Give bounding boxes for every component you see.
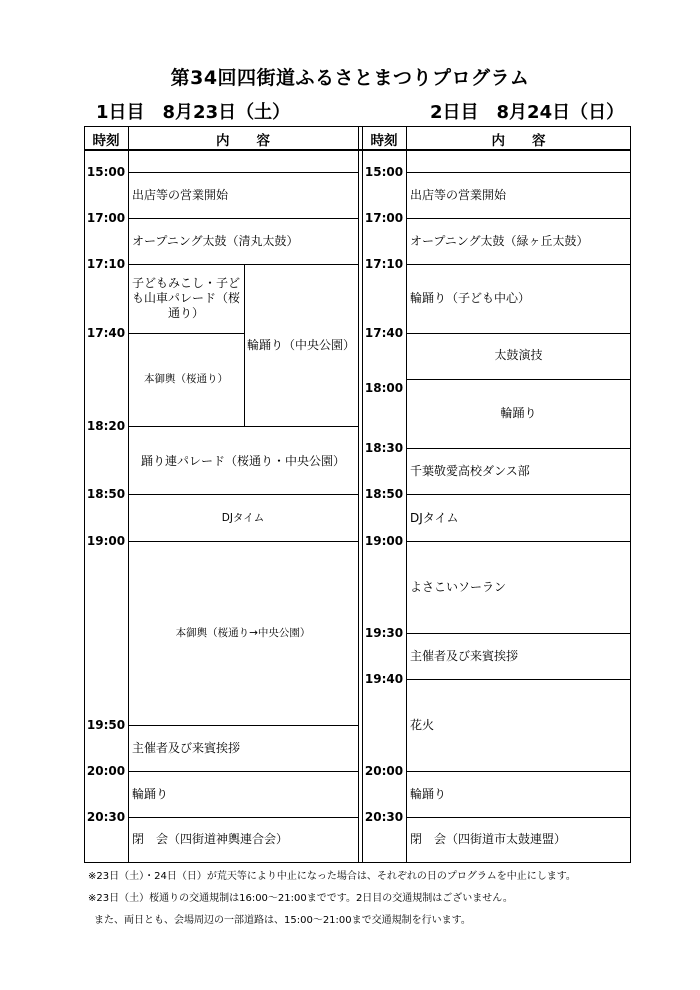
divider bbox=[128, 494, 358, 495]
divider bbox=[406, 379, 631, 380]
divider bbox=[406, 218, 631, 219]
day1-event: 主催者及び来賓挨拶 bbox=[132, 741, 241, 755]
day2-event: オープニング太鼓（緑ヶ丘太鼓） bbox=[410, 234, 589, 248]
day1-time: 19:50 bbox=[86, 718, 126, 732]
day1-event: 子どもみこし・子ども山車パレード（桜通り） bbox=[131, 276, 240, 320]
day1-time: 18:50 bbox=[86, 487, 126, 501]
divider bbox=[406, 494, 631, 495]
day1-event: 踊り連パレード（桜通り・中央公園） bbox=[140, 454, 345, 468]
day1-time: 17:00 bbox=[86, 211, 126, 225]
day1-event: 本御輿（桜通り→中央公園） bbox=[175, 627, 311, 639]
divider bbox=[406, 541, 631, 542]
day1-event: オープニング太鼓（清丸太鼓） bbox=[132, 234, 299, 248]
footnote: ※23日（土）・24日（日）が荒天等により中止になった場合は、それぞれの日のプログラムを中止にします。 bbox=[88, 871, 576, 882]
day2-event: 太鼓演技 bbox=[494, 348, 543, 362]
divider bbox=[406, 264, 631, 265]
day2-time: 18:00 bbox=[364, 381, 404, 395]
day2-time: 19:40 bbox=[364, 672, 404, 686]
day1-time-header: 時刻 bbox=[92, 133, 120, 149]
day1-time: 19:00 bbox=[86, 534, 126, 548]
day2-event: 千葉敬愛高校ダンス部 bbox=[410, 464, 530, 478]
divider bbox=[128, 172, 358, 173]
day2-heading: 2日目 8月24日（日） bbox=[430, 102, 625, 123]
divider bbox=[128, 771, 358, 772]
divider bbox=[406, 448, 631, 449]
divider bbox=[128, 541, 358, 542]
day1-time: 17:10 bbox=[86, 257, 126, 271]
divider bbox=[128, 218, 358, 219]
day2-event: DJタイム bbox=[410, 511, 459, 525]
divider bbox=[128, 817, 358, 818]
day2-time: 18:30 bbox=[364, 441, 404, 455]
footnote: また、両日とも、会場周辺の一部道路は、15:00～21:00まで交通規制を行います。 bbox=[94, 915, 471, 926]
divider bbox=[406, 172, 631, 173]
day2-time: 19:30 bbox=[364, 626, 404, 640]
day2-event: 輪踊り（子ども中心） bbox=[410, 291, 531, 305]
day1-event: 出店等の営業開始 bbox=[132, 188, 229, 202]
day2-time: 18:50 bbox=[364, 487, 404, 501]
day2-event: よさこいソーラン bbox=[410, 580, 507, 594]
day2-time: 20:00 bbox=[364, 764, 404, 778]
divider bbox=[406, 771, 631, 772]
day2-time: 15:00 bbox=[364, 165, 404, 179]
day1-heading: 1日目 8月23日（土） bbox=[96, 102, 291, 123]
day1-time: 15:00 bbox=[86, 165, 126, 179]
day1-event: 本御輿（桜通り） bbox=[144, 373, 228, 385]
divider bbox=[128, 333, 244, 334]
day1-event: 閉 会（四街道神輿連合会） bbox=[132, 832, 289, 846]
day2-event: 閉 会（四街道市太鼓連盟） bbox=[410, 832, 567, 846]
footnote: ※23日（土）桜通りの交通規制は16:00～21:00までです。2日目の交通規制はございません。 bbox=[88, 893, 513, 904]
day2-time: 20:30 bbox=[364, 810, 404, 824]
day2-event: 出店等の営業開始 bbox=[410, 188, 507, 202]
day2-time: 19:00 bbox=[364, 534, 404, 548]
day1-event: DJタイム bbox=[221, 512, 265, 524]
day1-event: 輪踊り（中央公園） bbox=[246, 338, 355, 352]
day2-time: 17:00 bbox=[364, 211, 404, 225]
divider bbox=[406, 679, 631, 680]
day2-event: 花火 bbox=[410, 718, 435, 732]
page-title: 第34回四街道ふるさとまつりプログラム bbox=[170, 67, 530, 89]
day2-event: 輪踊り bbox=[500, 406, 537, 420]
day1-time: 17:40 bbox=[86, 326, 126, 340]
day2-time: 17:40 bbox=[364, 326, 404, 340]
day2-event: 主催者及び来賓挨拶 bbox=[410, 649, 519, 663]
day2-event: 輪踊り bbox=[410, 787, 447, 801]
divider bbox=[128, 725, 358, 726]
divider bbox=[128, 426, 358, 427]
day2-time-header: 時刻 bbox=[370, 133, 398, 149]
day1-time: 18:20 bbox=[86, 419, 126, 433]
day1-content-header: 内 容 bbox=[216, 133, 270, 149]
divider bbox=[406, 817, 631, 818]
divider bbox=[128, 264, 358, 265]
day2-content-header: 内 容 bbox=[491, 133, 546, 149]
divider bbox=[358, 126, 359, 863]
day1-time: 20:30 bbox=[86, 810, 126, 824]
day1-time: 20:00 bbox=[86, 764, 126, 778]
divider bbox=[84, 149, 631, 151]
day1-event: 輪踊り bbox=[132, 787, 169, 801]
divider bbox=[406, 633, 631, 634]
day2-time: 17:10 bbox=[364, 257, 404, 271]
divider bbox=[406, 333, 631, 334]
